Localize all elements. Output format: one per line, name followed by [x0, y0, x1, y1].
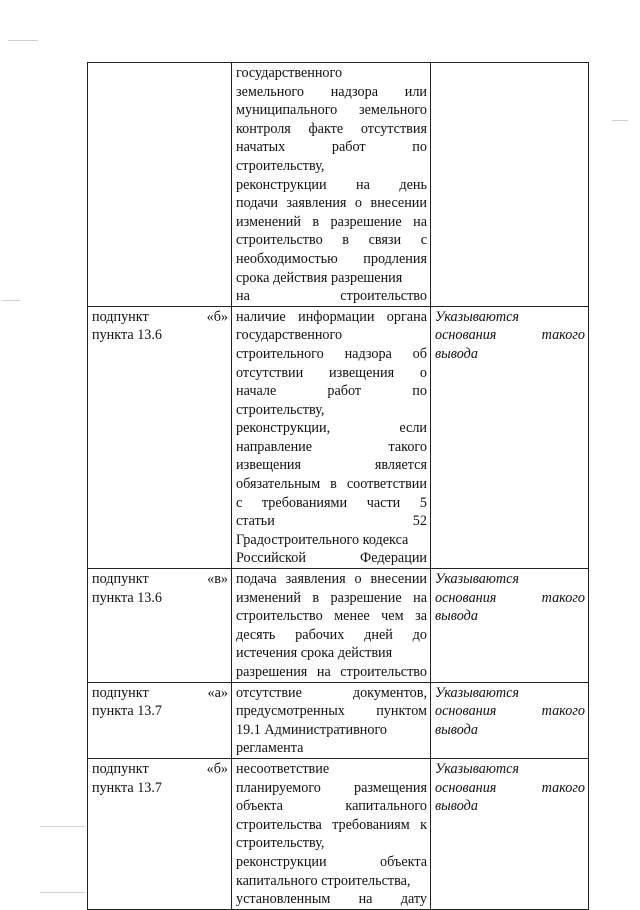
ground-text-line: направление такого — [236, 438, 427, 455]
ground-text-line: строительство менее чем за — [236, 608, 427, 625]
point-number: пункта 13.7 — [92, 703, 163, 720]
point-number: пункта 13.6 — [92, 327, 163, 344]
grounds-table — [87, 62, 589, 910]
table-row — [88, 306, 589, 568]
ground-text-line: изменений в разрешение на — [236, 213, 427, 230]
table-row — [88, 682, 589, 758]
ground-text-line: извещения является — [236, 457, 427, 474]
ground-text-line: начале работ по — [236, 383, 427, 400]
ground-text-line: на строительство — [236, 288, 427, 305]
explanation-text-line: основания такого — [435, 703, 585, 720]
explanation-text-line: вывода — [435, 345, 478, 362]
ground-text-line: реконструкции на день — [236, 176, 427, 193]
explanation-cell — [431, 63, 589, 307]
refusal-ground-cell — [232, 758, 431, 909]
ground-text-line: строительство в связи с — [236, 232, 427, 249]
ground-text-line: 19.1 Административного — [236, 721, 388, 738]
subpoint-cell — [88, 758, 232, 909]
ground-text-line: государственного — [236, 65, 343, 81]
subpoint-heading — [92, 684, 228, 703]
ground-text-line: несоответствие — [236, 760, 330, 777]
subpoint-letter: «а» — [207, 684, 228, 701]
explanation-cell — [431, 306, 589, 568]
ground-text-line: статьи 52 — [236, 513, 427, 530]
ground-text-line: с требованиями части 5 — [236, 494, 427, 511]
ground-text-line: муниципального земельного — [236, 102, 427, 119]
ground-text-line: реконструкции объекта — [236, 853, 427, 870]
refusal-ground-cell — [232, 682, 431, 758]
ground-text-line: планируемого размещения — [236, 779, 427, 796]
subpoint-letter: «б» — [206, 308, 228, 325]
ground-text-line: истечения срока действия — [236, 645, 393, 662]
subpoint-heading — [92, 308, 228, 327]
point-number: пункта 13.6 — [92, 589, 163, 606]
ground-text-line: обязательным в соответствии — [236, 476, 427, 493]
subpoint-letter: «б» — [206, 760, 228, 777]
table-row — [88, 758, 589, 909]
ground-text-line: земельного надзора или — [236, 83, 427, 100]
subpoint-cell — [88, 682, 232, 758]
explanation-cell — [431, 758, 589, 909]
subpoint-label: подпункт — [92, 571, 149, 588]
refusal-ground-cell — [232, 569, 431, 683]
ground-text-line: капитального строительства, — [236, 872, 411, 889]
table-body — [88, 63, 589, 910]
explanation-text-line: Указываются — [435, 760, 520, 777]
subpoint-label: подпункт — [92, 684, 149, 701]
ground-text-line: десять рабочих дней до — [236, 626, 427, 643]
explanation-text-line: основания такого — [435, 589, 585, 606]
subpoint-cell — [88, 63, 232, 307]
explanation-text-line: вывода — [435, 798, 478, 815]
ground-text-line: объекта капитального — [236, 798, 427, 815]
point-number: пункта 13.7 — [92, 779, 163, 796]
table-row — [88, 569, 589, 683]
ground-text-line: изменений в разрешение на — [236, 589, 427, 606]
explanation-cell — [431, 682, 589, 758]
ground-text-line: подача заявления о внесении — [236, 571, 427, 588]
ground-text-line: строительного надзора об — [236, 345, 427, 362]
ground-text-line: подачи заявления о внесении — [236, 195, 427, 212]
ground-text-line: регламента — [236, 740, 304, 757]
subpoint-heading — [92, 760, 228, 779]
subpoint-label: подпункт — [92, 308, 149, 325]
subpoint-heading — [92, 570, 228, 589]
explanation-text-line: основания такого — [435, 327, 585, 344]
ground-text-line: предусмотренных пунктом — [236, 703, 427, 720]
refusal-ground-cell — [232, 63, 431, 307]
explanation-text-line: Указываются — [435, 308, 520, 325]
ground-text-line: отсутствие документов, — [236, 684, 427, 701]
ground-text-line: наличие информации органа — [236, 308, 427, 325]
explanation-text-line: Указываются — [435, 571, 520, 588]
ground-text-line: реконструкции, если — [236, 420, 427, 437]
refusal-ground-cell — [232, 306, 431, 568]
explanation-text-line: вывода — [435, 721, 478, 738]
ground-text-line: срока действия разрешения — [236, 269, 403, 286]
explanation-text-line: Указываются — [435, 684, 520, 701]
ground-text-line: строительству, — [236, 835, 325, 852]
ground-text-line: государственного — [236, 327, 343, 344]
ground-text-line: отсутствии извещения о — [236, 364, 427, 381]
explanation-text-line: основания такого — [435, 779, 585, 796]
ground-text-line: контроля факте отсутствия — [236, 120, 427, 137]
table-row — [88, 63, 589, 307]
explanation-text-line: вывода — [435, 608, 478, 625]
ground-text-line: строительству, — [236, 157, 325, 174]
ground-text-line: Российской Федерации — [236, 550, 427, 567]
subpoint-label: подпункт — [92, 760, 149, 777]
ground-text-line: начатых работ по — [236, 139, 427, 156]
explanation-cell — [431, 569, 589, 683]
ground-text-line: строительству, — [236, 401, 325, 418]
subpoint-letter: «в» — [207, 571, 228, 588]
ground-text-line: установленным на дату — [236, 891, 427, 908]
ground-text-line: Градостроительного кодекса — [236, 531, 409, 548]
ground-text-line: разрешения на строительство — [236, 664, 427, 680]
ground-text-line: строительства требованиям к — [236, 816, 427, 833]
ground-text-line: необходимостью продления — [236, 250, 427, 267]
subpoint-cell — [88, 569, 232, 683]
subpoint-cell — [88, 306, 232, 568]
